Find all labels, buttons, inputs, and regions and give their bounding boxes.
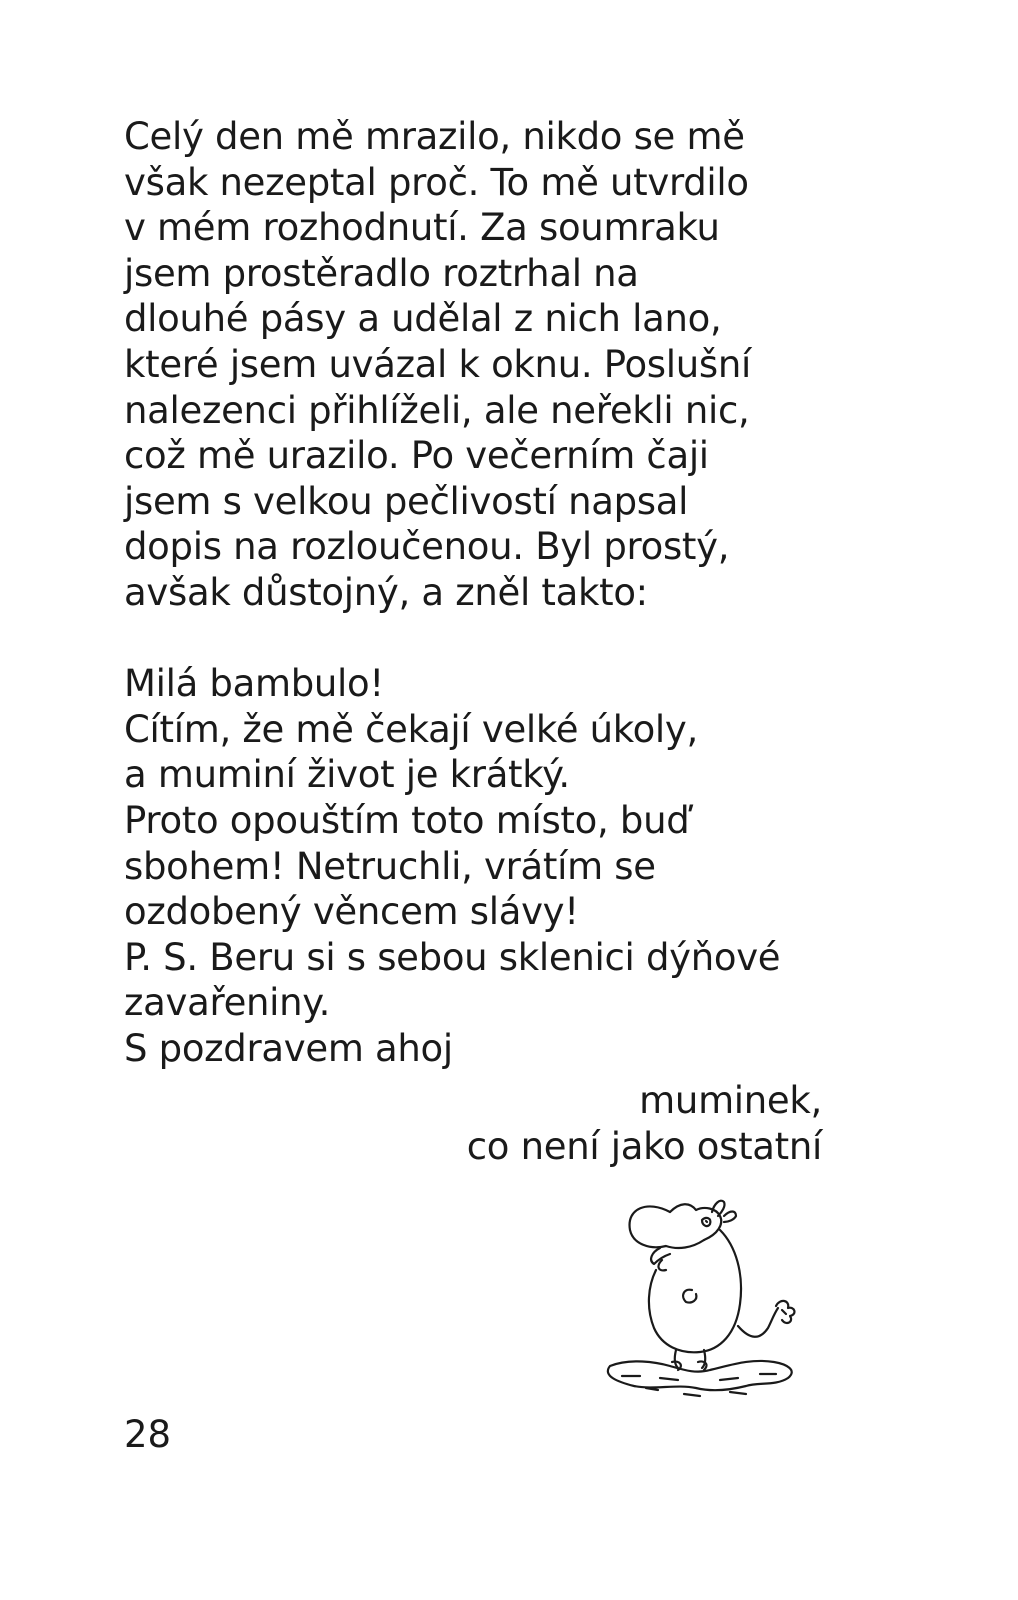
letter-line: Milá bambulo! [124,662,384,706]
moomin-sketch-icon [600,1190,810,1405]
letter-line: ozdobený věncem slávy! [124,890,579,934]
signature-line: co není jako ostatní [466,1124,822,1168]
letter-line: P. S. Beru si s sebou sklenici dýňové [124,935,781,979]
page-text [124,114,844,1071]
text-line: jsem prostěradlo roztrhal na [124,251,639,295]
text-line: dopis na rozloučenou. Byl prostý, [124,525,730,569]
text-line: v mém rozhodnutí. Za soumraku [124,206,720,250]
letter-line: sbohem! Netruchli, vrátím se [124,844,656,888]
letter-line: Cítím, že mě čekají velké úkoly, [124,707,698,751]
letter-body [124,661,844,1071]
text-line: dlouhé pásy a udělal z nich lano, [124,297,722,341]
text-line: Celý den mě mrazilo, nikdo se mě [124,115,745,158]
text-line: což mě urazilo. Po večerním čaji [124,434,709,478]
text-line: však nezeptal proč. To mě utvrdilo [124,160,749,204]
text-line: které jsem uvázal k oknu. Poslušní [124,342,752,386]
letter-signature [467,1078,822,1169]
text-line: nalezenci přihlíželi, ale neřekli nic, [124,388,750,432]
text-line: jsem s velkou pečlivostí napsal [124,479,689,523]
paragraph-gap [124,616,844,662]
letter-line: a muminí život je krátký. [124,753,570,797]
page-number: 28 [124,1413,172,1456]
letter-line: S pozdravem ahoj [124,1026,453,1070]
letter-line: zavařeniny. [124,981,331,1025]
narrative-paragraph [124,114,844,616]
text-line: avšak důstojný, a zněl takto: [124,570,648,614]
signature-line: muminek, [639,1079,822,1122]
letter-line: Proto opouštím toto místo, buď [124,798,690,842]
